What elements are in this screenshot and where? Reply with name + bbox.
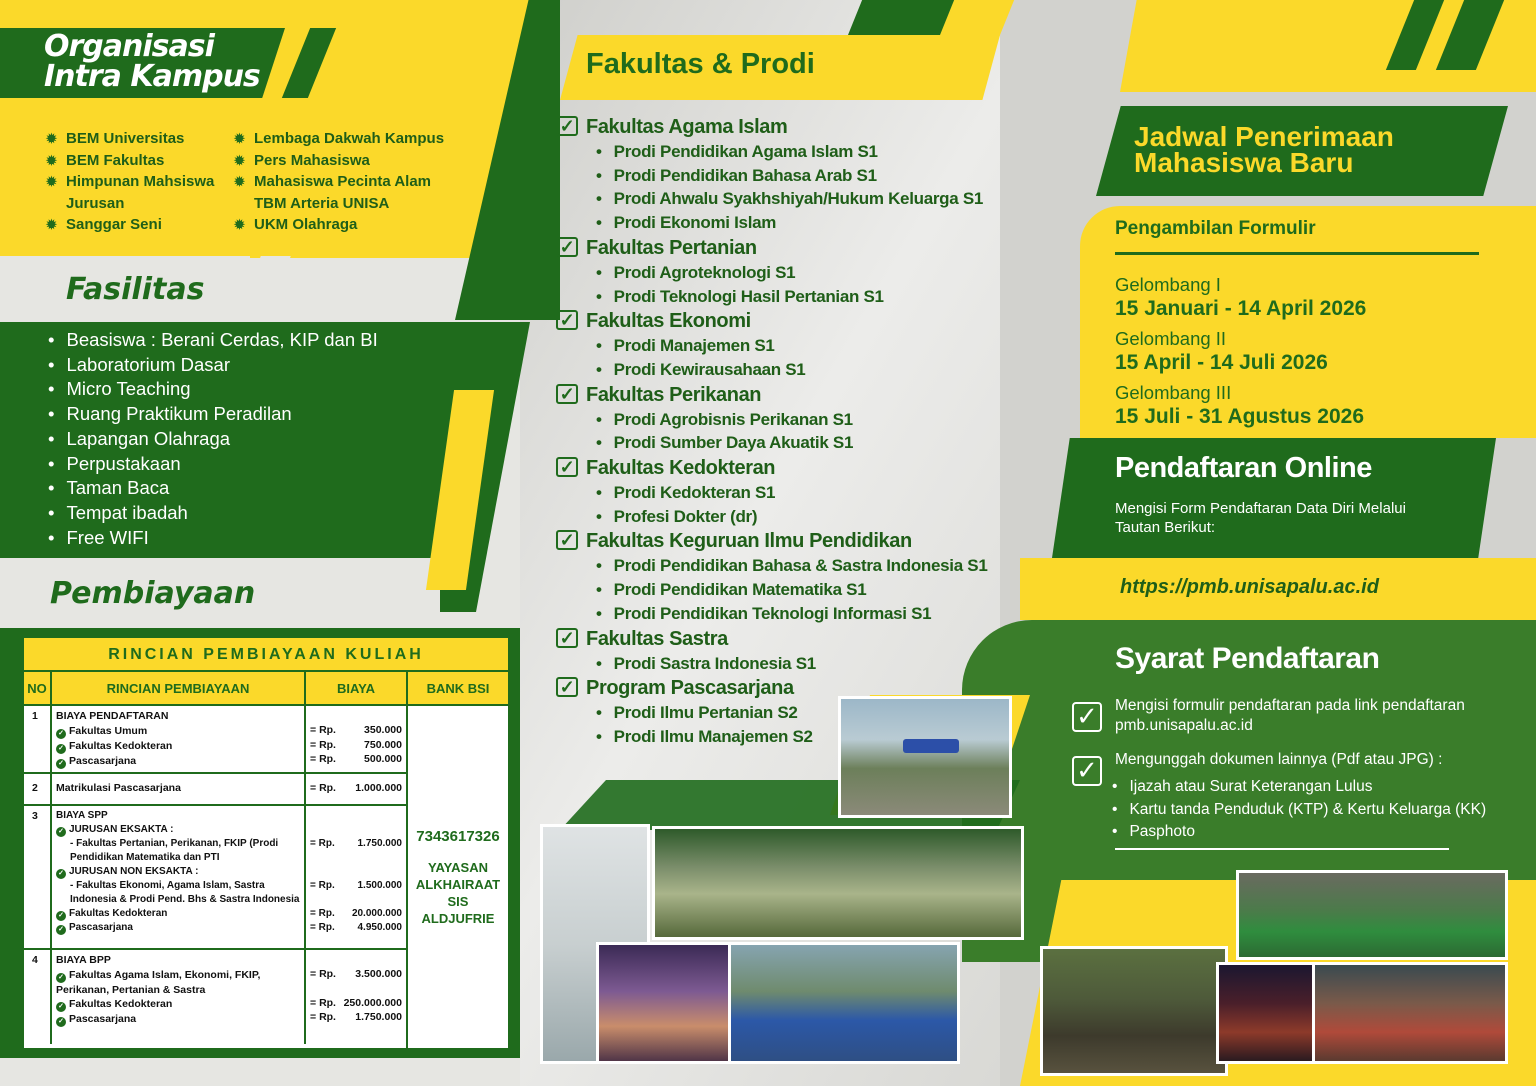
table-row [24,950,406,1044]
prodi-item: • Profesi Dokter (dr) [596,505,988,529]
fakultas-item [556,626,988,652]
list-item: • Tempat ibadah [48,501,378,526]
fakultas-item [556,114,988,140]
check-icon: ✓ [56,911,66,921]
bank-info [408,706,508,1048]
syarat-text: Mengisi formulir pendaftaran pada link pendaftaran pmb.unisapalu.ac.id [1115,697,1465,734]
check-icon: ✓ [56,744,66,754]
prodi-item: • Prodi Ilmu Pertanian S2 [596,701,988,725]
prodi-item: • Prodi Kewirausahaan S1 [596,358,988,382]
row-item: ✓ Fakultas Agama Islam, Ekonomi, FKIP, Perikanan, Pertanian & Sastra [56,968,261,996]
checkbox-icon: ✓ [556,628,578,648]
checkbox-icon: ✓ [1072,702,1102,732]
fakultas-list [556,114,988,749]
jadwal-title [1134,121,1394,178]
syarat-item-1 [1072,696,1515,736]
prodi-item: • Prodi Kedokteran S1 [596,481,988,505]
row-amount [306,706,406,772]
bank-name: YAYASAN [428,859,488,875]
prodi-item: • Prodi Teknologi Hasil Pertanian S1 [596,285,988,309]
jadwal-title-line2: Mahasiswa Baru [1134,147,1354,178]
check-icon: ✓ [56,1002,66,1012]
gelombang-1 [1115,274,1366,322]
fakultas-item [556,455,988,481]
amount-line: = Rp. 4.950.000 [310,922,402,933]
photo-field-group [838,696,1012,818]
fakultas-name: Fakultas Sastra [586,627,728,650]
list-item: TBM Arteria UNISA [254,194,390,212]
organisasi-list-1 [46,128,214,236]
registration-link[interactable]: https://pmb.unisapalu.ac.id [1120,576,1379,598]
fakultas-name: Program Pascasarjana [586,677,794,700]
organisasi-title-line1: Organisasi [44,29,214,64]
checkbox-icon: ✓ [556,457,578,477]
row-amount [306,806,406,948]
fasilitas-list [48,328,378,550]
row-detail: - Fakultas Ekonomi, Agama Islam, Sastra Indonesia & Prodi Pend. Bhs & Sastra Indonesia [70,880,300,905]
list-item: ✹ Mahasiswa Pecinta Alam [234,171,444,193]
syarat-title: Syarat Pendaftaran [1115,642,1380,675]
row-amount [306,950,406,1044]
row-title: BIAYA PENDAFTARAN [56,710,169,722]
row-desc [52,950,306,1044]
amount-line: = Rp. 1.500.000 [310,880,402,891]
fakultas-title: Fakultas & Prodi [586,48,815,80]
fakultas-name: Fakultas Perikanan [586,383,762,406]
amount-line: = Rp. 750.000 [310,738,402,751]
gelombang-label: Gelombang II [1115,328,1227,349]
list-item: • Micro Teaching [48,377,378,402]
fakultas-item [556,382,988,408]
jadwal-title-line1: Jadwal Penerimaan [1134,121,1394,152]
photo-tree-planting [1040,946,1228,1076]
prodi-item: • Prodi Manajemen S1 [596,334,988,358]
check-icon: ✓ [56,759,66,769]
prodi-item: • Prodi Sastra Indonesia S1 [596,652,988,676]
photo-crowd [1312,962,1508,1064]
prodi-list [556,481,988,528]
table-row [24,706,406,774]
row-no: 2 [24,774,52,804]
row-no: 1 [24,706,52,772]
gelombang-date: 15 April - 14 Juli 2026 [1115,351,1328,374]
row-item: ✓ Fakultas Kedokteran [56,739,300,754]
row-item: ✓ Pascasarjana [56,921,300,935]
fee-table-header [24,672,508,706]
organisasi-title [44,29,260,94]
prodi-item: • Prodi Sumber Daya Akuatik S1 [596,431,988,455]
check-icon: ✓ [56,925,66,935]
row-item: ✓ Fakultas Umum [56,724,300,739]
prodi-list [556,652,988,676]
fakultas-item [556,308,988,334]
fakultas-item [556,528,988,554]
bank-name: ALKHAIRAAT SIS [415,876,501,909]
prodi-list [556,334,988,381]
photo-hall [1236,870,1508,960]
checkbox-icon: ✓ [556,384,578,404]
pengambilan-title: Pengambilan Formulir [1115,218,1316,239]
fee-rows [24,706,408,1048]
fee-table-body [24,706,508,1048]
header-desc: RINCIAN PEMBIAYAAN [52,672,306,704]
list-item: • Ijazah atau Surat Keterangan Lulus [1112,776,1486,799]
gelombang-date: 15 Januari - 14 April 2026 [1115,297,1367,320]
prodi-list [556,261,988,308]
prodi-item: • Prodi Pendidikan Agama Islam S1 [596,140,988,164]
fakultas-name: Fakultas Pertanian [586,236,757,259]
list-item: ✹ Lembaga Dakwah Kampus [234,128,444,150]
row-amount [306,774,406,804]
list-item: • Taman Baca [48,476,378,501]
amount-line: = Rp. 350.000 [310,724,402,736]
list-item: ✹ BEM Fakultas [46,150,214,172]
fee-table [22,636,510,1050]
prodi-item: • Prodi Agrobisnis Perikanan S1 [596,408,988,432]
syarat-text: Mengunggah dokumen lainnya (Pdf atau JPG) : [1115,751,1443,768]
row-desc [52,706,306,772]
prodi-item: • Prodi Agroteknologi S1 [596,261,988,285]
checkbox-icon: ✓ [556,116,578,136]
prodi-list [556,140,988,235]
fakultas-name: Fakultas Kedokteran [586,457,776,480]
row-item: ✓ Fakultas Kedokteran [56,907,300,921]
list-item: • Pasphoto [1112,821,1486,844]
list-item: ✹ Sanggar Seni [46,214,214,236]
row-desc [52,806,306,948]
header-bank: BANK BSI [426,680,490,696]
prodi-item: • Prodi Ekonomi Islam [596,211,988,235]
checkbox-icon: ✓ [556,237,578,257]
prodi-item: • Prodi Ilmu Manajemen S2 [596,725,988,749]
list-item: • Laboratorium Dasar [48,353,378,378]
check-icon: ✓ [56,1017,66,1027]
row-detail: - Fakultas Pertanian, Perikanan, FKIP (Prodi Pendidikan Matematika dan PTI [70,838,279,863]
list-item-continuation: Jurusan [66,194,125,212]
list-item: ✹ UKM Olahraga [234,214,444,236]
fee-table-caption: RINCIAN PEMBIAYAAN KULIAH [24,638,508,672]
prodi-list [556,554,988,625]
list-item: ✹ BEM Universitas [46,128,214,150]
row-item: ✓ Fakultas Kedokteran [56,997,300,1012]
amount-line: = Rp. 500.000 [310,753,402,765]
prodi-item: • Prodi Pendidikan Teknologi Informasi S1 [596,602,988,626]
row-item: ✓ JURUSAN NON EKSAKTA : [56,865,300,879]
check-icon: ✓ [56,827,66,837]
divider [1115,252,1479,255]
list-item: • Perpustakaan [48,452,378,477]
prodi-list [556,408,988,455]
fakultas-name: Fakultas Keguruan Ilmu Pendidikan [586,530,912,553]
amount-line: = Rp. 20.000.000 [310,908,402,919]
row-item: ✓ Pascasarjana [56,754,300,769]
prodi-item: • Prodi Pendidikan Bahasa & Sastra Indonesia S1 [596,554,988,578]
list-item: • Lapangan Olahraga [48,427,378,452]
gelombang-label: Gelombang III [1115,382,1232,403]
list-item: • Kartu tanda Penduduk (KTP) & Kertu Keluarga (KK) [1112,799,1486,822]
pembiayaan-title: Pembiayaan [50,576,256,611]
amount-line: = Rp. 1.750.000 [310,838,402,849]
list-item: ✹ Himpunan Mahsiswa [46,171,214,193]
list-item: • Ruang Praktikum Peradilan [48,402,378,427]
checkbox-icon: ✓ [556,530,578,550]
photo-group [728,942,960,1064]
photo-night-event [1216,962,1320,1064]
checkbox-icon: ✓ [1072,756,1102,786]
list-item: • Free WIFI [48,526,378,551]
fasilitas-title: Fasilitas [66,272,205,307]
bank-name: ALDJUFRIE [421,910,495,926]
row-no: 3 [24,806,52,948]
gelombang-label: Gelombang I [1115,274,1221,295]
list-item: ✹ Pers Mahasiswa [234,150,444,172]
photo-pageant [596,942,746,1064]
check-icon: ✓ [56,729,66,739]
row-no: 4 [24,950,52,1044]
amount-line: = Rp. 250.000.000 [310,996,402,1009]
header-amount: BIAYA [306,672,408,704]
prodi-item: • Prodi Pendidikan Matematika S1 [596,578,988,602]
online-title: Pendaftaran Online [1115,452,1372,484]
row-title: BIAYA BPP [56,954,111,966]
fakultas-name: Fakultas Agama Islam [586,116,788,138]
fakultas-item [556,235,988,261]
prodi-item: • Prodi Pendidikan Bahasa Arab S1 [596,164,988,188]
row-item: ✓ Pascasarjana [56,1012,300,1027]
table-row [24,806,406,950]
gelombang-3 [1115,382,1364,430]
table-row [24,774,406,806]
row-desc: Matrikulasi Pascasarjana [52,774,306,804]
divider [1115,848,1449,850]
checkbox-icon: ✓ [556,677,578,697]
fakultas-name: Fakultas Ekonomi [586,310,751,333]
row-item: ✓ JURUSAN EKSAKTA : [56,823,300,837]
header-no: NO [24,672,52,704]
amount-line: = Rp. 1.750.000 [310,1011,402,1023]
row-title: BIAYA SPP [56,810,108,821]
gelombang-date: 15 Juli - 31 Agustus 2026 [1115,405,1364,428]
syarat-item-2 [1072,750,1515,785]
amount-line: = Rp. 3.500.000 [310,968,402,980]
gelombang-2 [1115,328,1328,376]
check-icon: ✓ [56,973,66,983]
check-icon: ✓ [56,869,66,879]
list-item: • Beasiswa : Berani Cerdas, KIP dan BI [48,328,378,353]
organisasi-title-line2: Intra Kampus [44,59,260,94]
photo-rice-field [652,826,1024,940]
organisasi-list-2 [234,128,444,236]
amount-line: = Rp. 1.000.000 [310,782,402,794]
bank-account: 7343617326 [416,827,500,845]
prodi-item: • Prodi Ahwalu Syakhshiyah/Hukum Keluarga S1 [596,187,988,211]
document-list [1112,776,1486,844]
checkbox-icon: ✓ [556,310,578,330]
online-desc: Mengisi Form Pendaftaran Data Diri Melalui Tautan Berikut: [1115,500,1406,536]
